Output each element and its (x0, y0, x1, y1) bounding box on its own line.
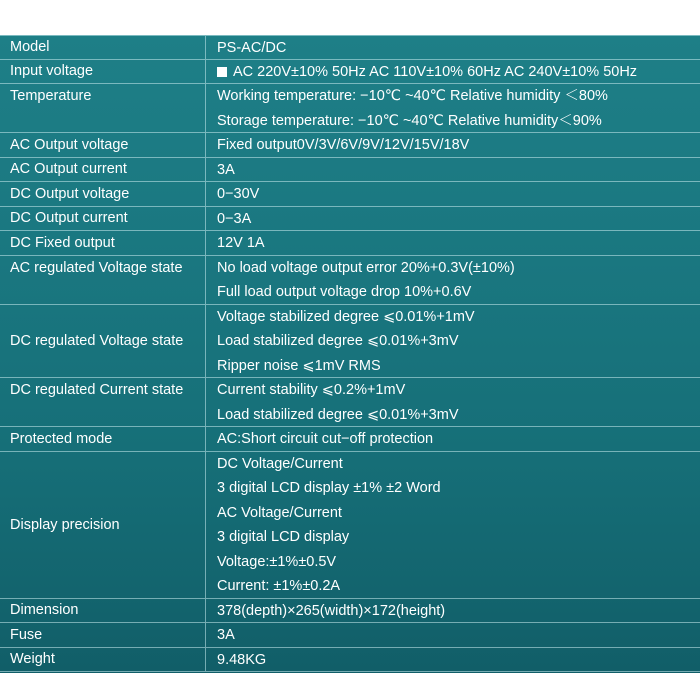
spec-values (217, 158, 700, 183)
spec-label: DC Output current (0, 207, 206, 231)
spec-row (0, 452, 700, 599)
spec-value-line (217, 256, 700, 281)
spec-value-line (217, 207, 700, 232)
spec-value-text: 3 digital LCD display ±1% ±2 Word (217, 480, 441, 496)
spec-values (217, 378, 700, 427)
spec-label: Protected mode (0, 427, 206, 451)
spec-value-line (217, 231, 700, 256)
spec-row (0, 182, 700, 207)
spec-value-text: AC Voltage/Current (217, 504, 342, 521)
spec-label: Model (0, 36, 206, 59)
spec-row (0, 207, 700, 232)
spec-value-text: Full load output voltage drop 10%+0.6V (217, 284, 472, 300)
spec-values (217, 60, 700, 85)
spec-value-line (217, 427, 700, 452)
spec-value-line (217, 182, 700, 207)
spec-value-line (217, 133, 700, 158)
spec-value-line (217, 403, 700, 428)
spec-value-line (217, 84, 700, 109)
spec-values (217, 623, 700, 648)
spec-value-text: Working temperature: −10℃ ~40℃ Relative humidity ＜80% (217, 88, 608, 104)
spec-value-line (217, 525, 700, 550)
spec-row (0, 623, 700, 648)
spec-row (0, 84, 700, 133)
spec-value-text: 12V 1A (217, 235, 265, 251)
spec-values (217, 182, 700, 207)
spec-label: DC regulated Current state (0, 378, 206, 426)
spec-value-line (217, 329, 700, 354)
spec-row (0, 133, 700, 158)
spec-row (0, 60, 700, 85)
spec-row (0, 231, 700, 256)
spec-row (0, 305, 700, 379)
spec-values (217, 599, 700, 624)
spec-value-text: No load voltage output error 20%+0.3V(±10%) (217, 259, 515, 276)
spec-values (217, 452, 700, 599)
spec-label: Dimension (0, 599, 206, 623)
spec-value-line (217, 305, 700, 330)
spec-value-line (217, 623, 700, 648)
spec-value-line (217, 501, 700, 526)
spec-value-text: AC:Short circuit cut−off protection (217, 431, 434, 447)
spec-value-line (217, 60, 700, 85)
spec-row (0, 35, 700, 60)
specification-table (0, 35, 700, 673)
spec-values (217, 427, 700, 452)
spec-label: DC regulated Voltage state (0, 305, 206, 378)
spec-value-text: 0−3A (217, 210, 252, 227)
spec-row (0, 378, 700, 427)
spec-values (217, 256, 700, 305)
square-bullet-icon (217, 67, 227, 77)
spec-value-text: PS-AC/DC (217, 40, 287, 56)
spec-value-text: Current: ±1%±0.2A (217, 578, 341, 594)
spec-label: DC Output voltage (0, 182, 206, 206)
spec-value-text: 3 digital LCD display (217, 529, 350, 545)
spec-label: AC regulated Voltage state (0, 256, 206, 304)
spec-label: Weight (0, 648, 206, 672)
spec-value-text: DC Voltage/Current (217, 455, 343, 472)
spec-value-text: 3A (217, 161, 235, 178)
spec-value-text: AC 220V±10% 50Hz AC 110V±10% 60Hz AC 240V±10% 50Hz (233, 63, 638, 80)
spec-value-line (217, 648, 700, 673)
spec-value-line (217, 599, 700, 624)
spec-value-line (217, 158, 700, 183)
spec-value-text: Voltage:±1%±0.5V (217, 553, 337, 570)
spec-label: AC Output current (0, 158, 206, 182)
spec-value-line (217, 452, 700, 477)
spec-value-line (217, 574, 700, 599)
spec-label: AC Output voltage (0, 133, 206, 157)
spec-row (0, 427, 700, 452)
spec-values (217, 648, 700, 673)
spec-value-text: Load stabilized degree ⩽0.01%+3mV (217, 406, 459, 423)
spec-values (217, 305, 700, 379)
spec-value-text: 0−30V (217, 186, 260, 202)
spec-value-text: Load stabilized degree ⩽0.01%+3mV (217, 333, 459, 349)
spec-value-text: 3A (217, 627, 235, 643)
spec-value-line (217, 354, 700, 379)
spec-values (217, 84, 700, 133)
spec-label: Input voltage (0, 60, 206, 84)
spec-row (0, 648, 700, 673)
spec-row (0, 158, 700, 183)
spec-values (217, 231, 700, 256)
spec-value-text: Voltage stabilized degree ⩽0.01%+1mV (217, 308, 475, 325)
spec-row (0, 256, 700, 305)
spec-value-text: Storage temperature: −10℃ ~40℃ Relative humidity＜90% (217, 112, 602, 129)
spec-value-line (217, 280, 700, 305)
spec-value-line (217, 550, 700, 575)
spec-label: DC Fixed output (0, 231, 206, 255)
spec-values (217, 207, 700, 232)
spec-label: Display precision (0, 452, 206, 598)
spec-value-line (217, 36, 700, 61)
spec-value-text: Ripper noise ⩽1mV RMS (217, 357, 381, 374)
spec-label: Fuse (0, 623, 206, 647)
spec-value-text: Current stability ⩽0.2%+1mV (217, 382, 406, 398)
spec-value-text: 9.48KG (217, 651, 267, 668)
spec-row (0, 599, 700, 624)
spec-values (217, 36, 700, 61)
spec-value-text: 378(depth)×265(width)×172(height) (217, 602, 446, 619)
spec-label: Temperature (0, 84, 206, 132)
spec-values (217, 133, 700, 158)
spec-value-line (217, 109, 700, 134)
spec-value-text: Fixed output0V/3V/6V/9V/12V/15V/18V (217, 137, 470, 153)
spec-value-line (217, 378, 700, 403)
spec-value-line (217, 476, 700, 501)
